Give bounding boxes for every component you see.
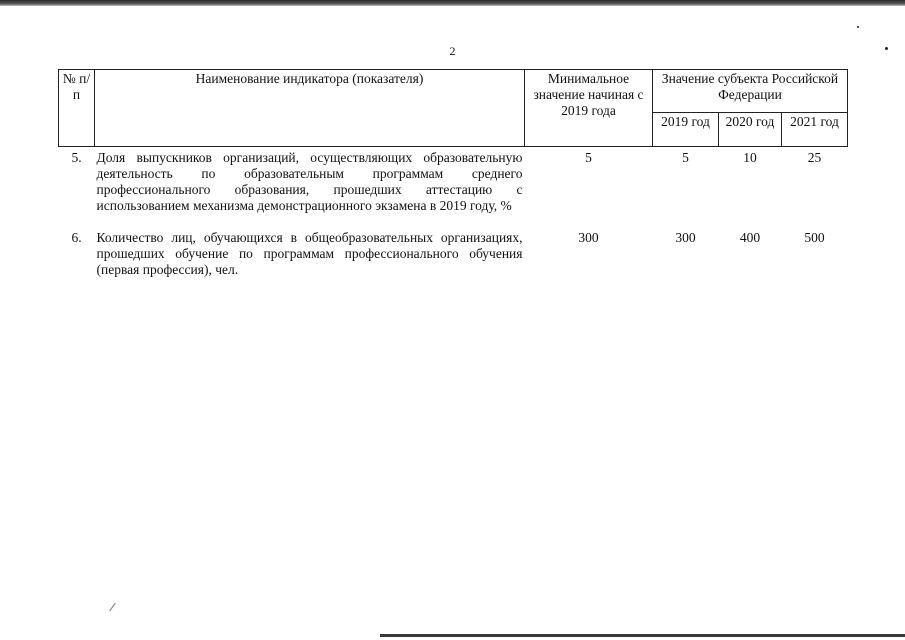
scan-speck — [857, 26, 859, 28]
page-number: 2 — [449, 44, 456, 58]
value-2021: 25 — [807, 150, 822, 165]
indicator-name: Количество лиц, обучающихся в общеобразовательных организациях, прошедших обучение по программам профессионального обучения (первая профессия), чел. — [96, 230, 523, 277]
row-number: 5. — [71, 150, 82, 165]
scan-bottom-edge — [380, 634, 905, 637]
table-row — [59, 230, 848, 278]
table-row — [59, 147, 848, 231]
header-year-2020: 2020 год — [719, 113, 782, 147]
header-year-2019: 2019 год — [653, 113, 719, 147]
value-2019: 5 — [682, 150, 689, 165]
value-2021: 500 — [804, 230, 825, 245]
scan-top-edge — [0, 0, 905, 6]
min-value: 300 — [578, 230, 599, 245]
value-2019: 300 — [675, 230, 696, 245]
header-name: Наименование индикатора (показателя) — [95, 70, 525, 147]
value-2020: 10 — [743, 150, 757, 165]
row-number: 6. — [71, 230, 82, 245]
header-num: № п/п — [59, 70, 95, 147]
header-year-2021: 2021 год — [782, 113, 848, 147]
indicators-table — [58, 69, 848, 278]
value-2020: 400 — [739, 230, 761, 245]
indicator-name: Доля выпускников организаций, осуществляющих образовательную деятельность по образовательным программам среднего профессионального образования, прошедших аттестацию с использованием механизма демонстрационного экзамена в 2019 году, % — [96, 150, 523, 213]
min-value: 5 — [585, 150, 592, 165]
pen-mark — [109, 603, 116, 612]
header-min-value: Минимальное значение начиная с 2019 года — [525, 70, 653, 147]
header-subject-value: Значение субъекта Российской Федерации — [653, 70, 848, 113]
